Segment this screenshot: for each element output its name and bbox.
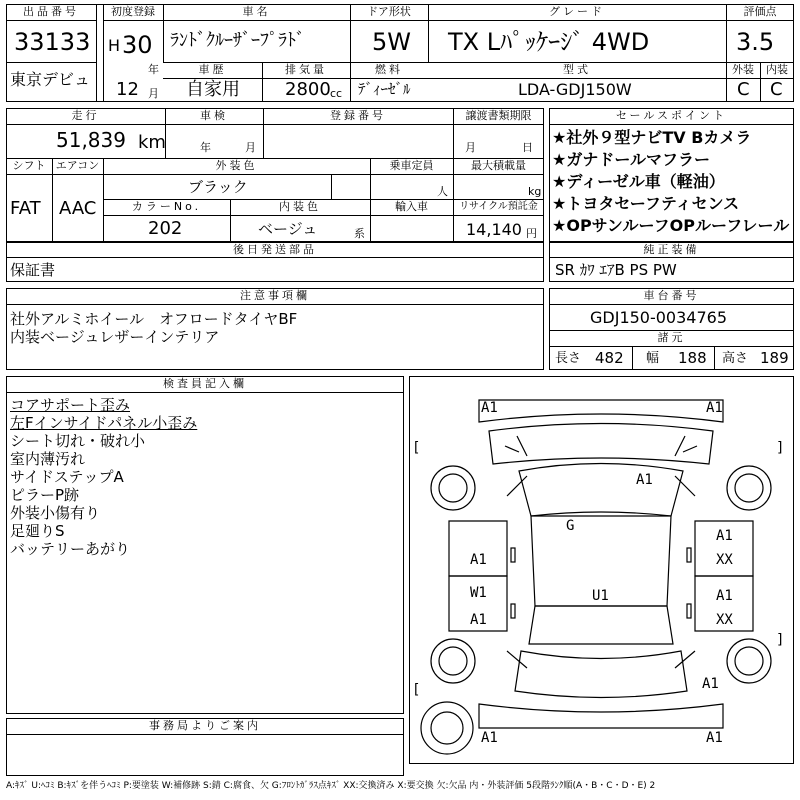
later-parts-value: 保証書	[10, 261, 56, 279]
displacement-unit: cc	[330, 87, 343, 100]
score-value: 3.5	[736, 28, 775, 56]
venue: 東京デビュ	[10, 70, 91, 89]
color-no-value: 202	[148, 218, 183, 239]
import-label: 輸入車	[395, 200, 428, 213]
shift-value: FAT	[10, 198, 41, 219]
inspector-line: バッテリーあがり	[10, 540, 131, 558]
inspector-line: 室内薄汚れ	[10, 450, 86, 468]
interior-unit: 系	[354, 227, 365, 240]
car-name: ﾗﾝﾄﾞｸﾙｰｻﾞｰﾌﾟﾗﾄﾞ	[170, 30, 305, 51]
chassis-value: GDJ150-0034765	[590, 308, 728, 327]
inspector-line: サイドステップA	[10, 468, 124, 486]
ext-value: C	[737, 79, 750, 100]
sales-point: ★トヨタセーフティセンス	[552, 194, 740, 213]
note-line: 社外アルミホイール オフロードタイヤBF	[10, 310, 298, 328]
notes-list	[10, 310, 297, 346]
recycle-label: リサイクル預託金	[459, 201, 538, 212]
sales-points-list	[552, 127, 789, 237]
office-label: 事務局よりご案内	[149, 719, 261, 732]
reg-year: 30	[122, 31, 153, 59]
notes-label: 注意事項欄	[240, 289, 310, 302]
history-value: 自家用	[186, 79, 240, 100]
equipment-value: SR ｶﾜ ｴｱB PS PW	[555, 261, 677, 279]
bracket-mark: [	[412, 682, 421, 698]
sales-point: ★OPサンルーフOPルーフレール	[552, 216, 790, 235]
later-parts-label: 後日発送部品	[233, 243, 317, 256]
note-line: 内装ベージュレザーインテリア	[10, 328, 220, 346]
damage-mark: G	[566, 518, 575, 534]
inspector-line: ピラーP跡	[10, 486, 80, 504]
interior-value: ベージュ	[258, 220, 318, 238]
int-value: C	[770, 79, 783, 100]
length-label: 長さ	[555, 351, 582, 366]
transfer-month: 月	[465, 141, 476, 154]
length-value: 482	[595, 349, 624, 367]
capacity-label: 乗車定員	[389, 159, 434, 172]
ac-label: エアコン	[55, 159, 100, 172]
displacement-label: 排気量	[285, 63, 327, 76]
mileage-unit: km	[138, 132, 166, 153]
interior-label: 内装色	[279, 200, 321, 213]
equipment-label: 純正装備	[643, 243, 700, 256]
color-no-label: カラーNo.	[131, 200, 202, 213]
recycle-unit: 円	[526, 227, 537, 240]
plate-label: 登録番号	[330, 109, 386, 122]
inspector-line: 足廻りS	[10, 522, 65, 540]
legend: A:ｷｽﾞ U:ﾍｺﾐ B:ｷｽﾞを伴うﾍｺﾐ P:要塗装 W:補修跡 S:錆 C:腐食、欠 G:ﾌﾛﾝﾄｶﾞﾗｽ点ｷｽﾞ XX:交換済み X:要交換 欠:欠品 内・外装評価 5段階ﾗﾝｸ順(A・B・C・D・E) 2	[6, 781, 656, 791]
color-label: 外装色	[215, 159, 258, 172]
int-label: 内装	[766, 63, 788, 76]
grade-value: TX Lﾊﾟｯｹｰｼﾞ 4WD	[448, 28, 650, 56]
displacement-value: 2800	[285, 79, 331, 100]
recycle-value: 14,140	[466, 220, 522, 239]
damage-mark: A1	[716, 588, 733, 604]
year-unit: 年	[148, 63, 159, 76]
damage-mark: XX	[716, 552, 733, 568]
inspector-label: 検査員記入欄	[163, 377, 247, 390]
color-value: ブラック	[188, 178, 248, 196]
width-label: 幅	[646, 351, 660, 366]
damage-mark: A1	[470, 552, 487, 568]
ac-value: AAC	[59, 198, 97, 219]
sales-point: ★社外９型ナビTV Bカメラ	[552, 128, 752, 147]
grade-label: グレード	[549, 5, 605, 18]
inspection-year: 年	[200, 141, 211, 154]
transfer-day: 日	[522, 141, 533, 154]
load-label: 最大積載量	[471, 159, 526, 172]
inspector-line: シート切れ・破れ小	[10, 432, 146, 450]
inspector-list	[10, 396, 197, 558]
chassis-label: 車台番号	[643, 289, 700, 302]
model-label: 型式	[563, 63, 591, 76]
height-label: 高さ	[722, 351, 749, 366]
mileage-label: 走行	[71, 109, 100, 122]
score-label: 評価点	[743, 5, 777, 18]
sales-label: セールスポイント	[615, 109, 727, 122]
bracket-mark: ]	[776, 632, 785, 648]
model-value: LDA-GDJ150W	[518, 80, 632, 99]
damage-mark: W1	[470, 585, 487, 601]
bracket-mark: [	[412, 440, 421, 456]
era: H	[108, 36, 121, 55]
damage-mark: A1	[481, 730, 498, 746]
damage-mark: A1	[716, 528, 733, 544]
inspector-line: 左Fインサイドパネル小歪み	[10, 414, 198, 432]
sales-point: ★ガナドールマフラー	[552, 150, 711, 169]
damage-mark: XX	[716, 612, 733, 628]
capacity-unit: 人	[437, 185, 448, 198]
damage-mark: A1	[702, 676, 719, 692]
history-label: 車歴	[198, 63, 227, 76]
width-value: 188	[678, 349, 707, 367]
mileage-value: 51,839	[56, 128, 126, 152]
damage-mark: A1	[636, 472, 653, 488]
door-value: 5W	[372, 28, 411, 56]
transfer-label: 譲渡書類期限	[465, 109, 532, 122]
ext-label: 外装	[732, 63, 754, 76]
damage-mark: U1	[592, 588, 609, 604]
reg-label: 初度登録	[111, 5, 155, 18]
inspector-line: 外装小傷有り	[10, 504, 101, 522]
inspector-line: コアサポート歪み	[10, 396, 131, 414]
car-diagram	[409, 376, 794, 764]
damage-mark: A1	[470, 612, 487, 628]
height-value: 189	[760, 349, 789, 367]
reg-month: 12	[116, 79, 139, 100]
lot-number: 33133	[14, 28, 91, 56]
damage-mark: A1	[481, 400, 498, 416]
fuel-value: ﾃﾞｨｰｾﾞﾙ	[358, 80, 411, 98]
damage-mark: A1	[706, 730, 723, 746]
car-label: 車名	[242, 5, 271, 18]
damage-mark: A1	[706, 400, 723, 416]
inspection-label: 車検	[200, 109, 228, 122]
fuel-label: 燃料	[375, 63, 403, 76]
door-label: ドア形状	[367, 5, 411, 18]
month-unit: 月	[148, 87, 159, 100]
inspection-month: 月	[245, 141, 256, 154]
bracket-mark: ]	[776, 440, 785, 456]
specs-label: 諸元	[657, 331, 686, 344]
lot-label: 出品番号	[23, 5, 79, 18]
shift-label: シフト	[12, 159, 46, 172]
load-unit: kg	[528, 185, 542, 198]
sales-point: ★ディーゼル車（軽油）	[552, 172, 725, 191]
